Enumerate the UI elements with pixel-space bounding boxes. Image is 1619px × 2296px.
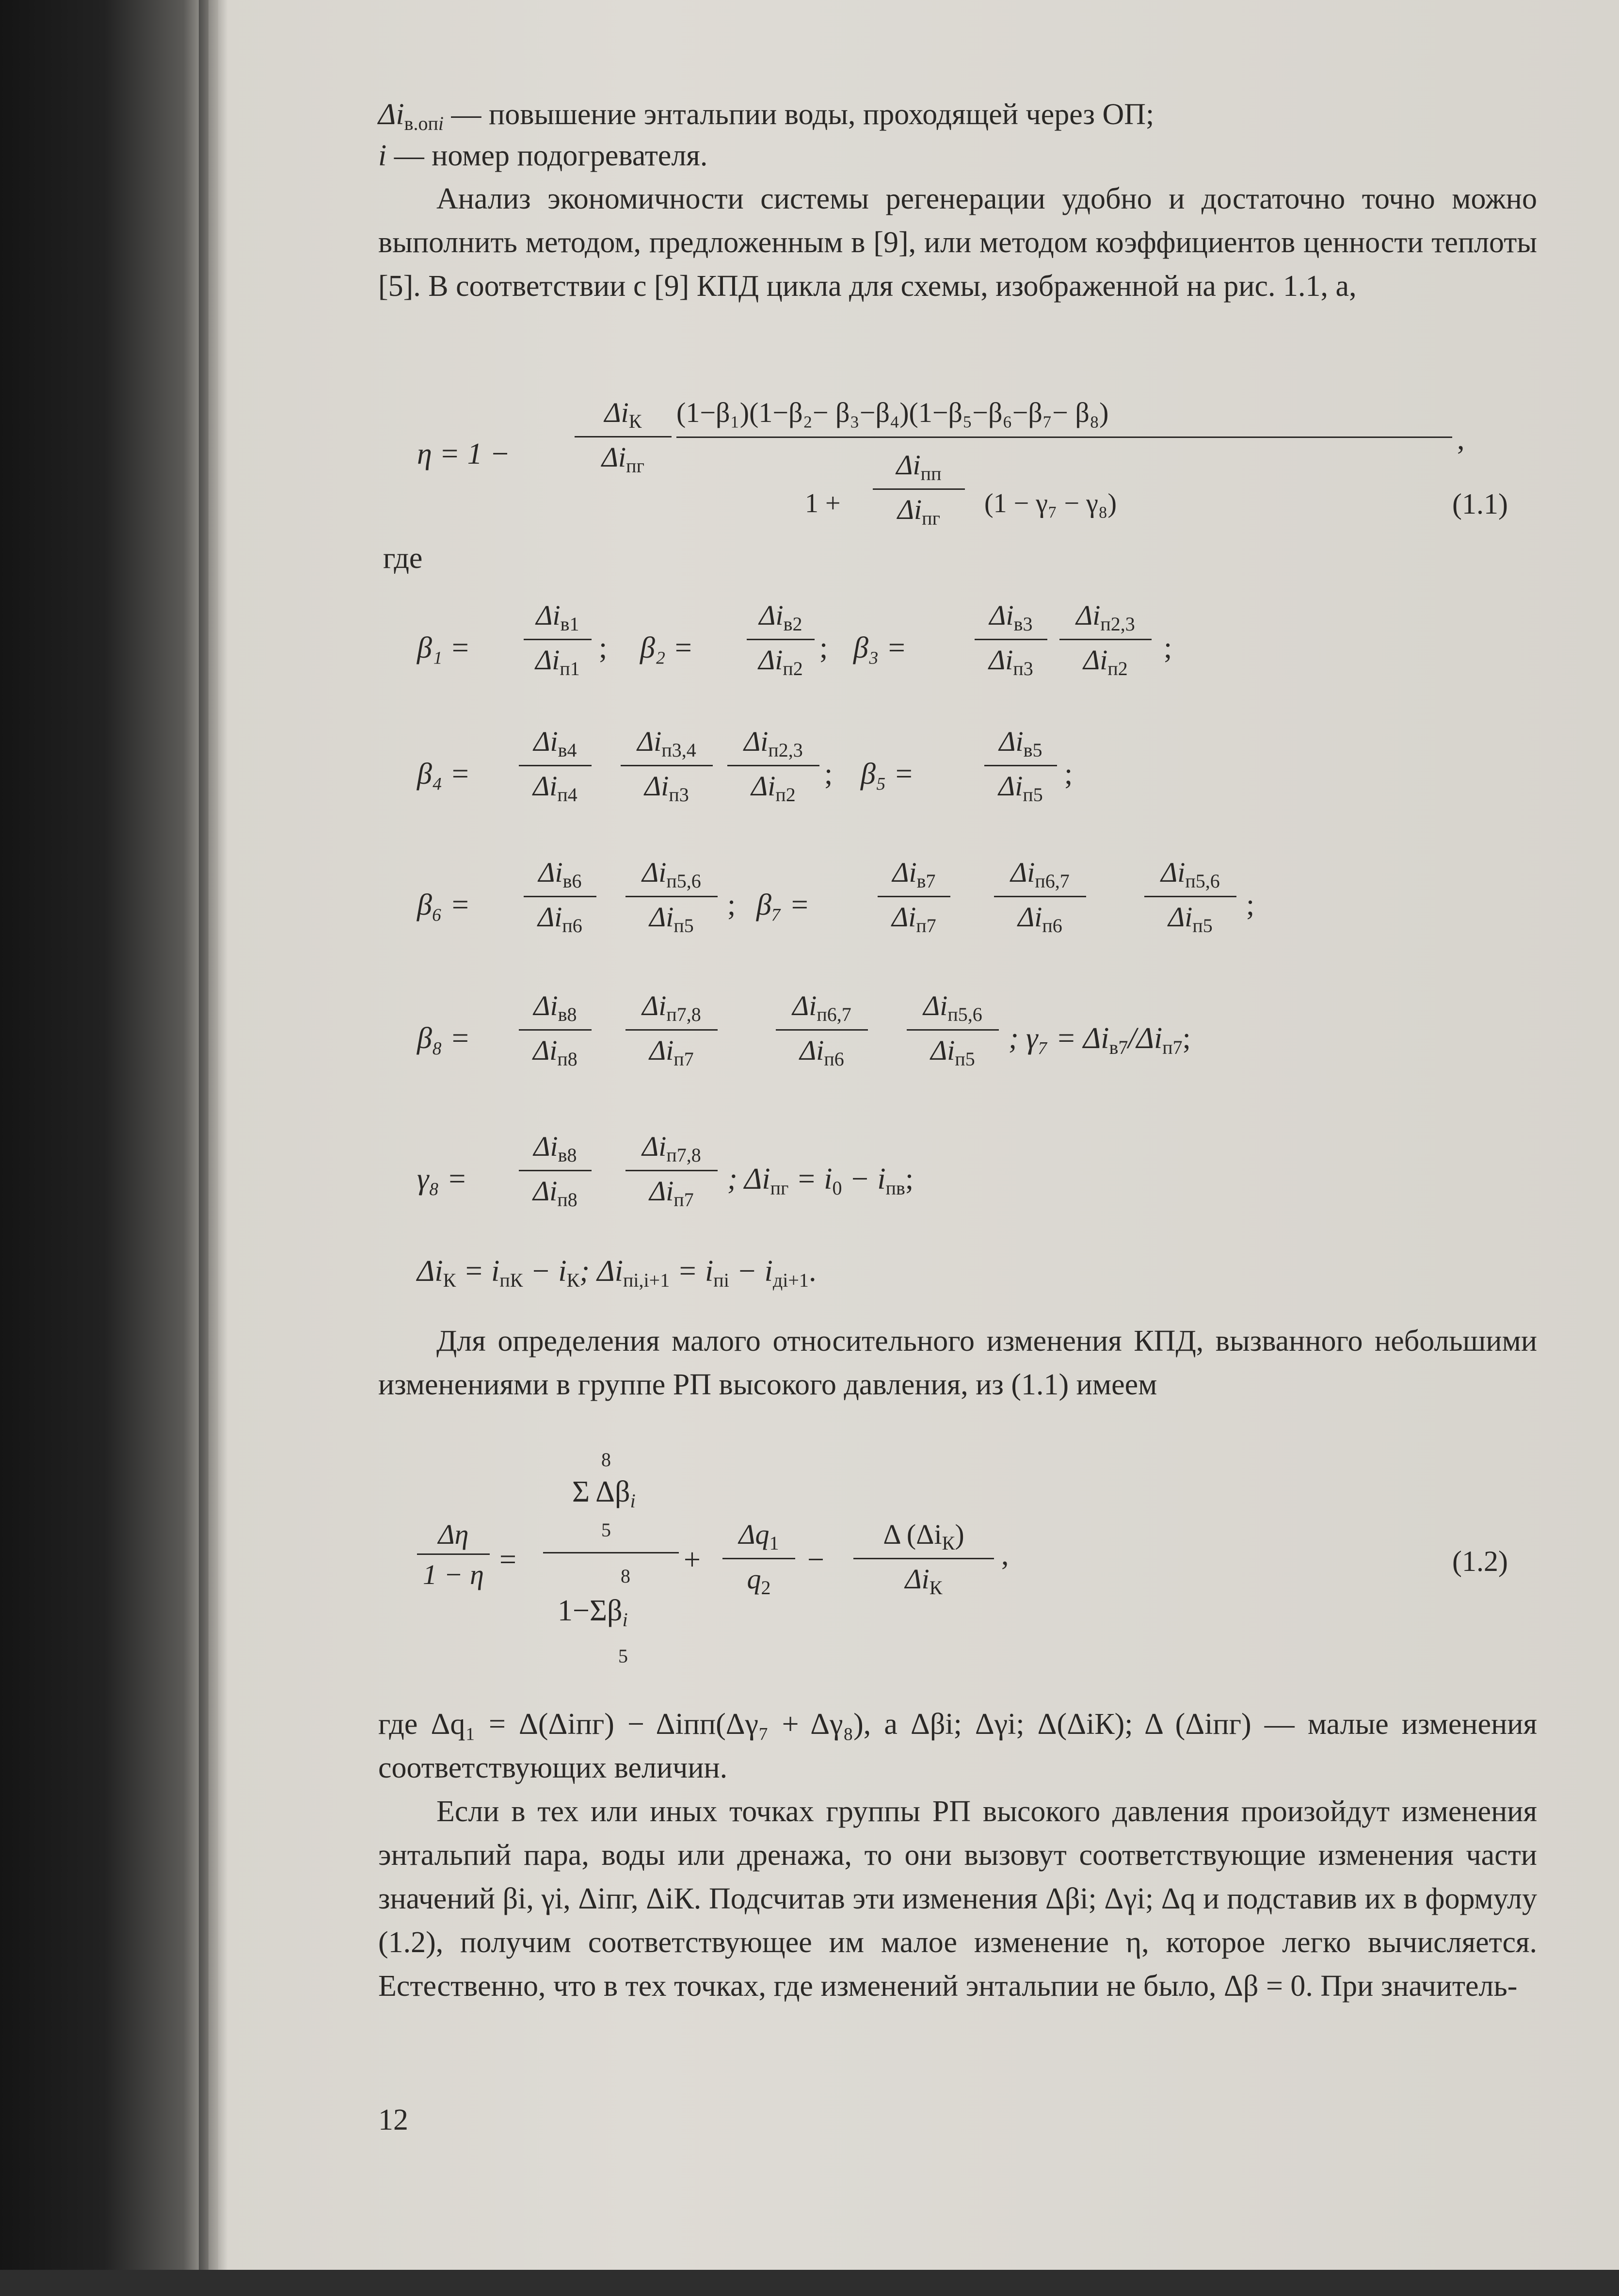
text-line-2: i — номер подогревателя. (378, 139, 708, 172)
eq2-den-sum-bottom: 5 (618, 1645, 628, 1667)
gamma8-label: γ₈ = (417, 1163, 467, 1196)
paragraph-kpd-change: Для определения малого относительного изменения КПД, вызванного небольшими изменениями в группе РП высокого давления, из (1.1) имеем (378, 1325, 1537, 1401)
beta8-fraction-d: $\Delta i_{п5,6}$ $\Delta i_{п5}$ (907, 992, 999, 1069)
beta2-label: β₂ = (640, 631, 693, 664)
equation-number-1-2: (1.2) (1452, 1545, 1508, 1577)
beta6-fraction-b: $\Delta i_{п5,6}$ $\Delta i_{п5}$ (625, 858, 718, 936)
beta4-fraction-c: $\Delta i_{п2,3}$ $\Delta i_{п2}$ (727, 728, 819, 805)
eq2-q-fraction: $\frac{\Delta q_1}{q_2}$ (722, 1520, 795, 1598)
eq2-sum-numerator: Σ $\Delta\beta_i$ (572, 1475, 636, 1512)
gamma8-fraction-a: $\Delta i_{в8}$ $\Delta i_{п8}$ (519, 1132, 592, 1210)
beta8-label: β₈ = (417, 1022, 470, 1055)
eq1-comma: , (1457, 423, 1465, 456)
eq1-den-prefix: 1 + (805, 488, 841, 518)
eq1-den-suffix: (1 − γ₇ − γ₈) (984, 488, 1117, 518)
sep-2: ; (819, 631, 828, 664)
eq2-den-sum: $1-\Sigma\beta_i$ (558, 1594, 628, 1631)
beta4-fraction-a: $\Delta i_{в4}$ $\Delta i_{п4}$ (519, 728, 592, 805)
beta3-fraction-b: $\Delta i_{п2,3}$ $\Delta i_{п2}$ (1059, 601, 1152, 679)
gamma7-expression: ; $\gamma_7 = \Delta i_{в7}/\Delta i_{п7}$; (1009, 1022, 1191, 1058)
gutter-shadow (199, 0, 228, 2296)
eq1-lhs: η = 1 − (417, 437, 510, 470)
beta3-label: β₃ = (853, 631, 907, 664)
equation-number-1-1: (1.1) (1452, 488, 1508, 520)
eq2-comma: , (1001, 1538, 1009, 1571)
text-line-1: $\Delta i_{в.опi}$ — повышение энтальпии воды, проходящей через ОП; (378, 98, 1154, 134)
eq2-equals: = (499, 1543, 516, 1576)
book-spine-shadow (0, 0, 208, 2296)
eq2-plus: + (684, 1543, 701, 1576)
eq2-sum-top: 8 (601, 1449, 611, 1471)
eq2-den-sum-top: 8 (621, 1565, 630, 1587)
eq2-lhs-fraction: $\frac{\Delta\eta}{1 - \eta}$ (417, 1520, 490, 1589)
beta4-fraction-b: $\Delta i_{п3,4}$ $\Delta i_{п3}$ (621, 728, 713, 805)
beta3-fraction-a: $\Delta i_{в3}$ $\Delta i_{п3}$ (975, 601, 1047, 679)
word-gde: где (383, 542, 423, 575)
beta8-fraction-c: $\Delta i_{п6,7}$ $\Delta i_{п6}$ (776, 992, 868, 1069)
eq1-small-fraction: $\Delta i_К$ $\Delta i_{пг}$ (575, 399, 672, 476)
eq1-big-numerator: (1−β₁)(1−β₂− β₃−β₄)(1−β₅−β₆−β₇− β₈) (676, 397, 1109, 428)
paragraph-where-dq: где Δq₁ = Δ(Δiпг) − Δiпп(Δγ₇ + Δγ₈), а Δβi; Δγi; Δ(ΔiК); Δ (Δiпг) — малые изменения соответствующих величин. (378, 1708, 1537, 1784)
delta-i-k-expression: $\Delta i_К = i_{пК} - i_К$; $\Delta i_{пi,i+1} = i_{пi} - i_{дi+1}$. (417, 1255, 817, 1291)
eq1-inner-fraction: $\Delta i_{пп}$ $\Delta i_{пг}$ (873, 451, 965, 528)
eq2-minus: − (807, 1543, 824, 1576)
beta8-fraction-b: $\Delta i_{п7,8}$ $\Delta i_{п7}$ (625, 992, 718, 1069)
eq2-k-fraction: Δ $(\Delta i_К)$ $\Delta i_К$ (853, 1520, 994, 1598)
beta4-label: β₄ = (417, 758, 470, 791)
beta7-fraction-b: $\Delta i_{п6,7}$ $\Delta i_{п6}$ (994, 858, 1086, 936)
beta6-fraction-a: $\Delta i_{в6}$ $\Delta i_{п6}$ (524, 858, 596, 936)
beta1-label: β₁ = (417, 631, 470, 664)
eq1-main-fraction-bar (676, 437, 1452, 438)
scan-bottom-edge (0, 2270, 1619, 2296)
gamma8-fraction-b: $\Delta i_{п7,8}$ $\Delta i_{п7}$ (625, 1132, 718, 1210)
beta7-label: β₇ = (756, 889, 810, 922)
beta2-fraction: $\Delta i_{в2}$ $\Delta i_{п2}$ (747, 601, 815, 679)
paragraph-if-points: Если в тех или иных точках группы РП высокого давления произойдут изменения энтальпий пара, воды или дренажа, то они вызовут соответствующие изменения части значений βi, γi, Δiпг, ΔiК. Подсчитав эти изменения Δβi; Δγi; Δq и подставив их в формулу (1.2), получим соответствующее им малое изменение η, которое легко вычисляется. Естественно, что в тех точках, где изменений энтальпии не было, Δβ = 0. При значитель- (378, 1795, 1537, 2003)
sep-6: ; (727, 889, 736, 922)
page-number: 12 (378, 2103, 408, 2136)
delta-i-pg-expression: ; $\Delta i_{пг} = i_0 - i_{пв}$; (727, 1163, 914, 1199)
beta5-fraction: $\Delta i_{в5}$ $\Delta i_{п5}$ (984, 728, 1057, 805)
sep-3: ; (1164, 631, 1172, 664)
beta6-label: β₆ = (417, 889, 470, 922)
sep-4: ; (824, 758, 833, 791)
sep-1: ; (599, 631, 608, 664)
eq2-sum-bottom: 5 (601, 1519, 611, 1541)
eq2-sum-fraction-bar (543, 1552, 679, 1553)
beta7-fraction-a: $\Delta i_{в7}$ $\Delta i_{п7}$ (878, 858, 950, 936)
paragraph-analysis: Анализ экономичности системы регенерации удобно и достаточно точно можно выполнить методом, предложенным в [9], или методом коэффициентов ценности теплоты [5]. В соответствии с [9] КПД цикла для схемы, изображенной на рис. 1.1, а, (378, 182, 1537, 303)
beta5-label: β₅ = (861, 758, 914, 791)
beta7-fraction-c: $\Delta i_{п5,6}$ $\Delta i_{п5}$ (1144, 858, 1236, 936)
beta8-fraction-a: $\Delta i_{в8}$ $\Delta i_{п8}$ (519, 992, 592, 1069)
beta1-fraction: $\Delta i_{в1}$ $\Delta i_{п1}$ (524, 601, 592, 679)
sep-7: ; (1246, 889, 1255, 922)
sep-5: ; (1064, 758, 1073, 791)
